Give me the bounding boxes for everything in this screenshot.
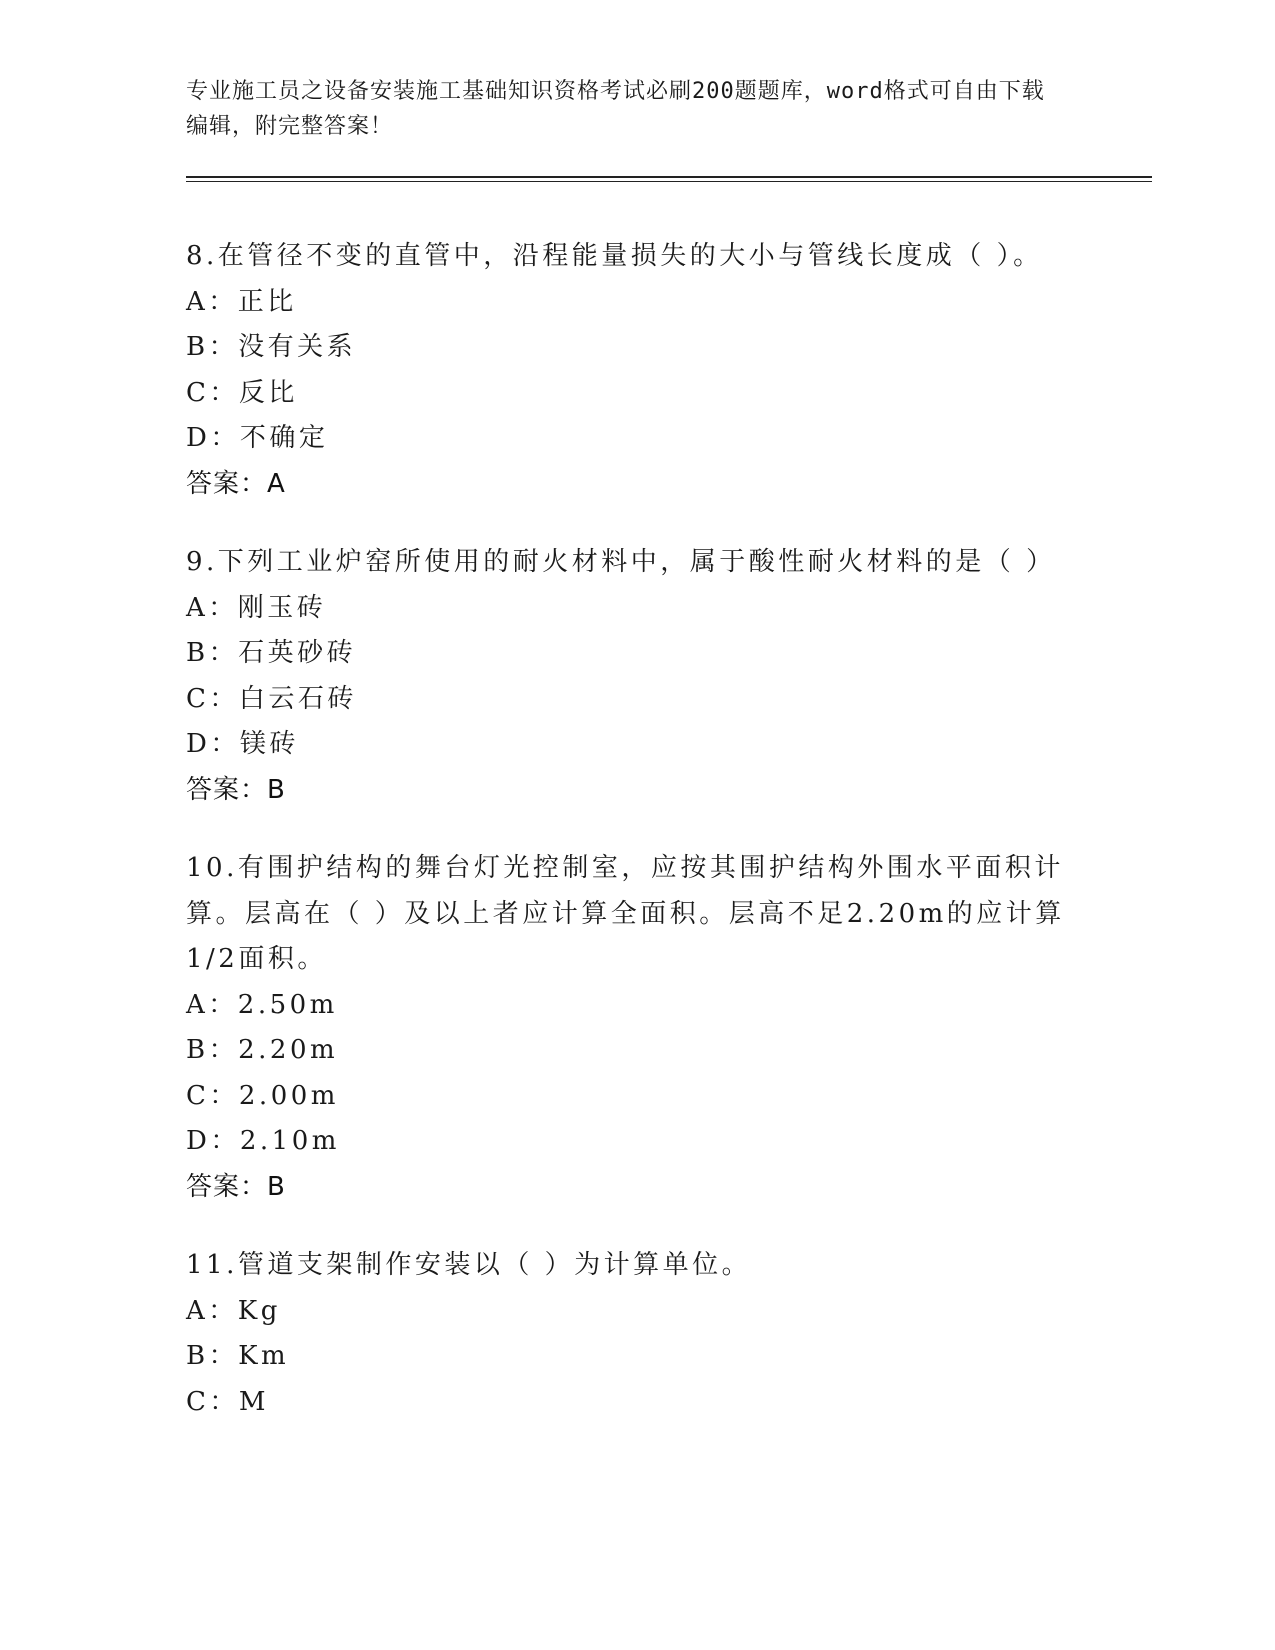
question-stem: 11.管道支架制作安装以（ ）为计算单位。 [186,1250,752,1280]
answer-line: 答案：A [186,468,286,499]
option-c: C：2.00m [186,1080,339,1111]
option-b: B：没有关系 [186,332,357,362]
option-c: C：反比 [186,377,298,408]
option-d: D：镁砖 [186,729,299,759]
option-b: B：2.20m [186,1035,339,1065]
question-9 [186,540,1086,813]
answer-line: 答案：B [186,774,286,805]
header-divider-thick [186,176,1152,178]
question-11 [186,1243,1086,1425]
option-a: A：Kg [186,1295,281,1326]
option-a: A：正比 [186,286,297,317]
header-divider-thin [186,181,1152,182]
question-8 [186,234,1086,507]
option-d: D：不确定 [186,423,329,453]
option-a: A：刚玉砖 [186,592,327,623]
question-10 [186,846,1086,1210]
option-d: D：2.10m [186,1126,340,1156]
option-c: C：白云石砖 [186,683,357,714]
document-header: 专业施工员之设备安装施工基础知识资格考试必刷200题题库，word格式可自由下载编辑，附完整答案！ [186,79,1045,139]
option-b: B：Km [186,1341,290,1371]
question-stem: 8.在管径不变的直管中，沿程能量损失的大小与管线长度成（ ）。 [186,241,1043,271]
question-stem: 10.有围护结构的舞台灯光控制室，应按其围护结构外围水平面积计算。层高在（ ）及以上者应计算全面积。层高不足2.20m的应计算1/2面积。 [186,853,1065,974]
option-b: B：石英砂砖 [186,638,357,668]
question-list [186,234,1086,1458]
question-stem: 9.下列工业炉窑所使用的耐火材料中，属于酸性耐火材料的是（ ） [186,547,1056,577]
option-a: A：2.50m [186,989,338,1020]
answer-line: 答案：B [186,1171,286,1202]
option-c: C：M [186,1386,270,1417]
